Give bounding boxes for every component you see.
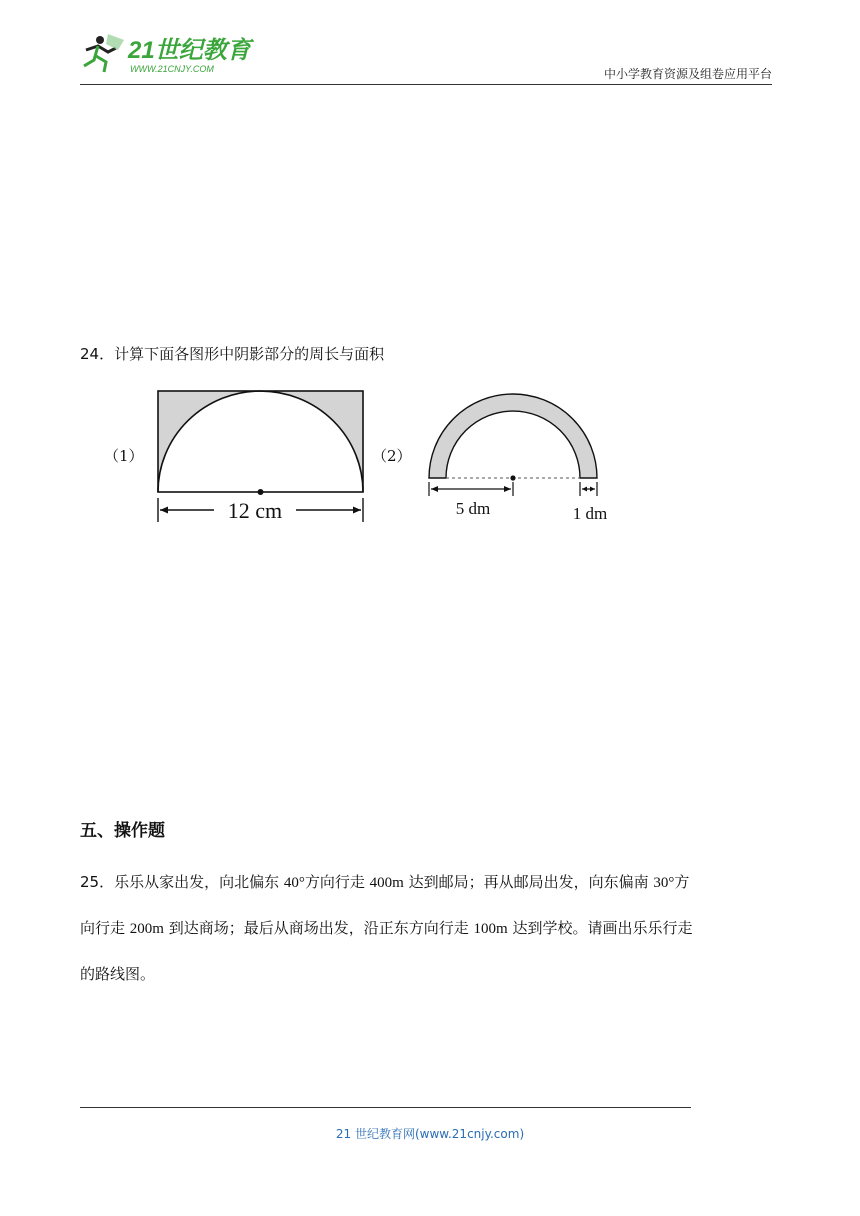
footer-link[interactable]: 21 世纪教育网(www.21cnjy.com) <box>335 1127 525 1141</box>
runner-icon <box>84 34 124 72</box>
question-25-line-1: 25．乐乐从家出发，向北偏东 40°方向行走 400m 达到邮局；再从邮局出发，向东偏南 30°方 <box>80 873 690 891</box>
header-divider <box>80 84 772 85</box>
platform-tagline: 中小学教育资源及组卷应用平台 <box>603 67 772 81</box>
logo-text: 21世纪教育 <box>128 37 251 64</box>
figure-2-radius-label: 5 dm <box>455 499 491 518</box>
figure-2-width-label: 1 dm <box>572 504 608 523</box>
site-logo <box>78 30 258 78</box>
question-25-line-3: 的路线图。 <box>80 965 156 983</box>
figure-1-diagram <box>150 384 380 529</box>
question-25-line-2: 向行走 200m 到达商场；最后从商场出发，沿正东方向行走 100m 达到学校。请画出乐乐行走 <box>80 919 693 937</box>
figure-1-label: （1） <box>104 447 144 465</box>
footer-divider <box>80 1107 691 1108</box>
question-24-text: 24．计算下面各图形中阴影部分的周长与面积 <box>80 345 385 363</box>
figure-1-shaded-region <box>158 391 363 492</box>
figure-2-label: （2） <box>372 447 412 465</box>
question-25-text <box>80 860 780 997</box>
section-5-title: 五、操作题 <box>80 821 165 841</box>
figure-2-shaded-ring <box>429 394 597 478</box>
figure-2-diagram <box>420 384 620 529</box>
figure-1-dimension-label: 12 cm <box>227 498 283 523</box>
figure-2-center-point <box>510 475 515 480</box>
logo-url: WWW.21CNJY.COM <box>130 64 214 74</box>
figure-1-center-point <box>258 489 264 495</box>
